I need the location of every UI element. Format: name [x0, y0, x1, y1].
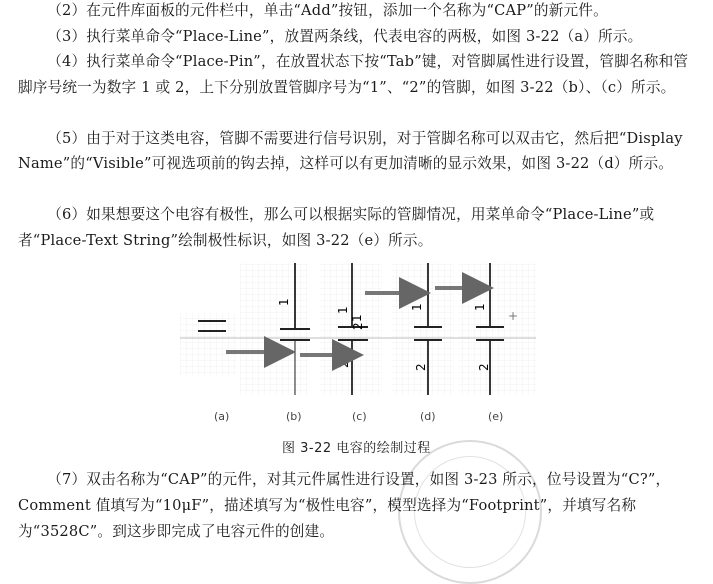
capacitor-figure [180, 258, 540, 433]
grid-panel-d [392, 263, 454, 395]
paragraph-step-7: （7）双击名称为“CAP”的元件，对其元件属性进行设置，如图 3-23 所示，位号设置为“C?”，Comment 值填写为“10μF”，描述填写为“极性电容”，模型选择为“Footprint”，并填写名称为“3528C”。到这步即完成了电容元件的创建。 [18, 471, 671, 540]
subcaption-e: (e) [488, 410, 504, 423]
grid-panel-e [458, 263, 536, 395]
subcaption-d: (d) [420, 410, 436, 423]
pin-label-c-2: 2 [337, 360, 351, 368]
pin-label-c-1: 1 [336, 306, 350, 314]
subcaption-a: (a) [214, 410, 230, 423]
subcaption-c: (c) [352, 410, 367, 423]
pin-label-d-2: 2 [414, 363, 428, 371]
pin-label-d-1: 1 [410, 303, 424, 311]
polarity-plus-mark: + [508, 309, 519, 323]
pin-label-c-1b: 1 [350, 314, 364, 322]
pin-label-b-1: 1 [277, 298, 291, 306]
paragraph-step-4: （4）执行菜单命令“Place-Pin”，在放置状态下按“Tab”键，对管脚属性进行设置，管脚名称和管脚序号统一为数字 1 或 2，上下分别放置管脚序号为“1”、“2”的管脚，如图 3-22（b）、（c）所示。 [18, 53, 689, 96]
subcaption-b: (b) [286, 410, 302, 423]
grid-panel-a [180, 313, 237, 375]
paragraph-step-6: （6）如果想要这个电容有极性，那么可以根据实际的管脚情况，用菜单命令“Place-Line”或者“Place-Text String”绘制极性标识，如图 3-22（e）所示。 [18, 206, 655, 249]
pin-label-e-2: 2 [477, 363, 491, 371]
pin-label-c-2b: 2 [351, 322, 365, 330]
pin-label-e-1: 1 [473, 303, 487, 311]
paragraph-step-5: （5）由于对于这类电容，管脚不需要进行信号识别，对于管脚名称可以双击它，然后把“Display Name”的“Visible”可视选项前的钩去掉，这样可以有更加清晰的显示效果，如图 3-22（d）所示。 [18, 129, 683, 172]
paragraph-step-2: （2）在元件库面板的元件栏中，单击“Add”按钮，添加一个名称为“CAP”的新元件。 [47, 2, 608, 19]
figure-caption: 图 3-22 电容的绘制过程 [282, 441, 431, 456]
paragraph-step-3: （3）执行菜单命令“Place-Line”，放置两条线，代表电容的两极，如图 3-22（a）所示。 [47, 27, 643, 45]
